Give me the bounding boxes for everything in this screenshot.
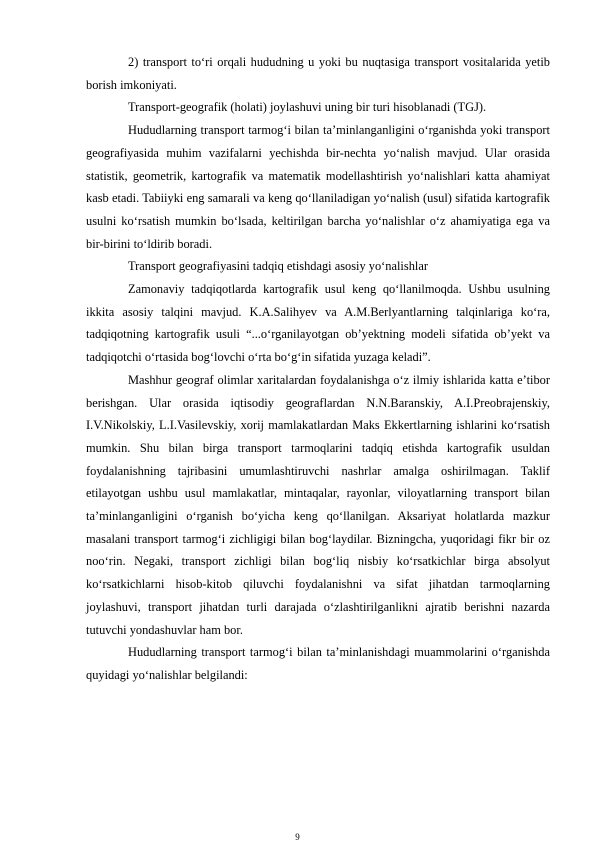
paragraph-cartographic-method: Zamonaviy tadqiqotlarda kartografik usul keng qo‘llanilmoqda. Ushbu usulning ikkita asosiy talqini mavjud. K.A.Salihyev va A.M.Berlyantlarning talqinlariga ko‘ra, tadqiqotning kartografik usuli “...o‘rganilayotgan ob’yektning modeli sifatida ob’yekt va tadqiqotchi o‘rtasida bog‘lovchi o‘rta bo‘g‘in sifatida yuzaga keladi”. [86,282,550,365]
paragraph-tgj-definition: Transport-geografik (holati) joylashuvi uning bir turi hisoblanadi (TGJ). [128,100,487,115]
paragraph-problems-intro: Hududlarning transport tarmog‘i bilan ta’minlanishdagi muammolarini o‘rganishda quyidagi yo‘nalishlar belgilandi: [86,645,550,682]
paragraph-research-directions: Hududlarning transport tarmog‘i bilan ta’minlanganligini o‘rganishda yoki transport geografiyasida muhim vazifalarni yechishda bir-nechta yo‘nalish mavjud. Ular orasida statistik, geometrik, kartografik va matematik modellashtirish yo‘nalishlari katta ahamiyat kasb etadi. Tabiiyki eng samarali va keng qo‘llaniladigan yo‘nalish (usul) sifatida kartografik usulni ko‘rsatish mumkin bo‘lsada, keltirilgan barcha yo‘nalishlar o‘z ahamiyatiga ega va bir-birini to‘ldirib boradi. [86,123,550,251]
document-body [86,51,550,687]
paragraph-section-heading: Transport geografiyasini tadqiq etishdagi asosiy yo‘nalishlar [128,259,428,274]
paragraph-geographers: Mashhur geograf olimlar xaritalardan foydalanishga o‘z ilmiy ishlarida katta e’tibor berishgan. Ular orasida iqtisodiy geograflardan N.N.Baranskiy, A.I.Preobrajenskiy, I.V.Nikolskiy, L.I.Vasilevskiy, xorij mamlakatlardan Maks Ekkertlarning ishlarini ko‘rsatish mumkin. Shu bilan birga transport tarmoqlarini tadqiq etishda kartografik usuldan foydalanishning tajribasini umumlashtiruvchi nashrlar amalga oshirilmagan. Taklif etilayotgan ushbu usul mamlakatlar, mintaqalar, rayonlar, viloyatlarning transport bilan ta’minlanganligini o‘rganish bo‘yicha keng qo‘llanilgan. Aksariyat holatlarda mazkur masalani transport tarmog‘i zichligigi bilan bog‘laydilar. Bizningcha, yuqoridagi fikr bir oz noo‘rin. Negaki, transport zichligi bilan bog‘liq nisbiy ko‘rsatkichlar birga absolyut ko‘rsatkichlarni hisob-kitob qiluvchi foydalanishni va sifat jihatdan tarmoqlarning joylashuvi, transport jihatdan turli darajada o‘zlashtirilganlikni ajratib berishni nazarda tutuvchi yondashuvlar ham bor. [86,372,550,637]
paragraph-transport-access: 2) transport to‘ri orqali hududning u yoki bu nuqtasiga transport vositalarida yetib borish imkoniyati. [86,55,550,92]
page-number: 9 [295,832,300,842]
